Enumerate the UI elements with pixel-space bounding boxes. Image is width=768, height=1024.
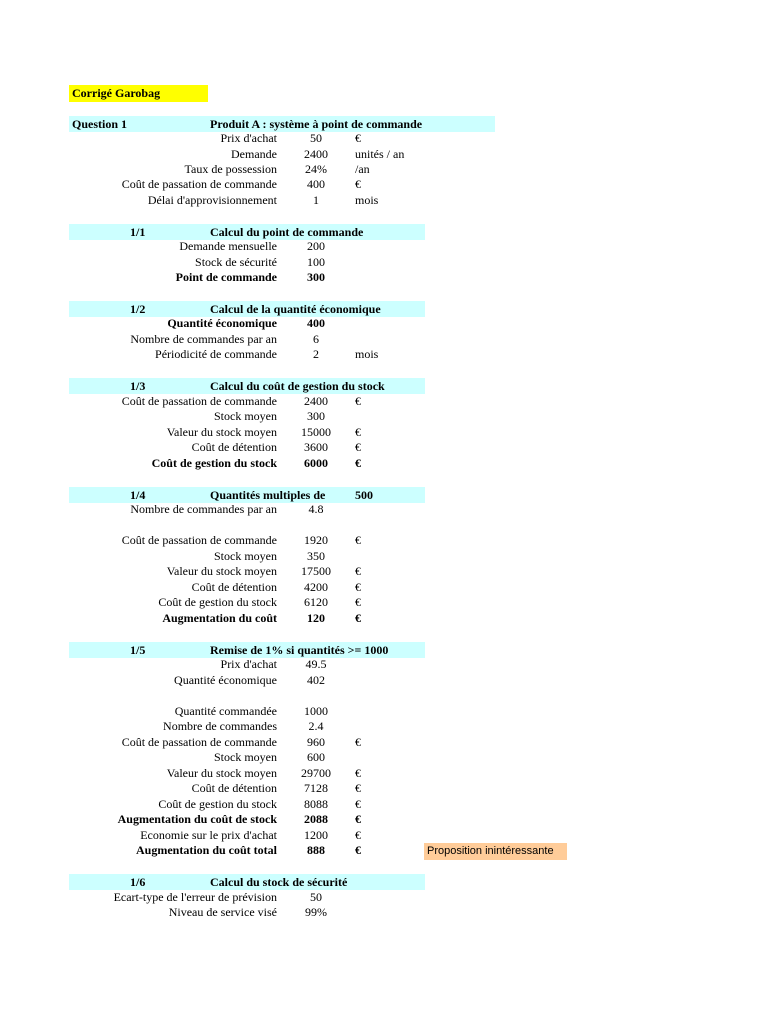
- data-row: [0, 131, 768, 146]
- row-value: 2: [313, 347, 319, 361]
- row-value: 200: [307, 239, 325, 253]
- section-number: 1/2: [130, 302, 146, 316]
- row-value: 24%: [305, 162, 327, 176]
- row-unit: mois: [355, 347, 379, 361]
- question-1-header: [69, 116, 495, 132]
- row-label: Périodicité de commande: [155, 347, 277, 361]
- data-row: [0, 750, 768, 765]
- row-label: Quantité commandée: [174, 704, 277, 718]
- row-label: Demande mensuelle: [179, 239, 277, 253]
- section-title: Calcul de la quantité économique: [210, 302, 381, 316]
- data-row: [0, 549, 768, 564]
- row-label: Valeur du stock moyen: [166, 766, 277, 780]
- data-row: [0, 193, 768, 208]
- section-title: Calcul du coût de gestion du stock: [210, 379, 385, 393]
- data-row: [0, 828, 768, 843]
- row-value: 50: [310, 890, 322, 904]
- row-label: Stock de sécurité: [195, 255, 277, 269]
- row-value: 1000: [304, 704, 328, 718]
- row-label: Ecart-type de l'erreur de prévision: [113, 890, 277, 904]
- result-row: [0, 316, 768, 331]
- question-title: Produit A : système à point de commande: [210, 117, 423, 131]
- row-unit: €: [355, 595, 361, 609]
- document-title: Corrigé Garobag: [69, 85, 208, 102]
- row-value: 600: [307, 750, 325, 764]
- row-label: Nombre de commandes par an: [130, 502, 277, 516]
- row-value: 300: [307, 409, 325, 423]
- row-label: Coût de passation de commande: [121, 177, 277, 191]
- result-row: [0, 843, 768, 858]
- section-1-4-header: [69, 487, 425, 503]
- row-value: 350: [307, 549, 325, 563]
- row-value: 4.8: [308, 502, 324, 516]
- row-label: Délai d'approvisionnement: [147, 193, 277, 207]
- row-value: 6: [313, 332, 319, 346]
- row-label: Nombre de commandes par an: [130, 332, 277, 346]
- data-row: [0, 735, 768, 750]
- section-number: 1/5: [130, 643, 146, 657]
- data-row: [0, 657, 768, 672]
- row-unit: €: [355, 440, 361, 454]
- data-row: [0, 890, 768, 905]
- row-label: Coût de passation de commande: [121, 735, 277, 749]
- row-value: 2400: [304, 147, 328, 161]
- row-value: 29700: [301, 766, 331, 780]
- row-label: Coût de passation de commande: [121, 394, 277, 408]
- row-label: Coût de passation de commande: [121, 533, 277, 547]
- row-label: Niveau de service visé: [168, 905, 277, 919]
- row-label: Stock moyen: [214, 549, 277, 563]
- data-row: [0, 673, 768, 688]
- row-unit: €: [355, 828, 361, 842]
- row-label: Economie sur le prix d'achat: [140, 828, 277, 842]
- result-row: [0, 812, 768, 827]
- data-row: [0, 704, 768, 719]
- section-1-5-header: [69, 642, 425, 658]
- row-value: 6120: [304, 595, 328, 609]
- row-value: 6000: [304, 456, 328, 470]
- row-label: Coût de détention: [191, 580, 277, 594]
- row-value: 2088: [304, 812, 328, 826]
- row-value: 2400: [304, 394, 328, 408]
- data-row: [0, 580, 768, 595]
- row-unit: €: [355, 781, 361, 795]
- row-label: Stock moyen: [214, 750, 277, 764]
- row-label: Valeur du stock moyen: [166, 425, 277, 439]
- row-value: 17500: [301, 564, 331, 578]
- row-value: 15000: [301, 425, 331, 439]
- result-row: [0, 456, 768, 471]
- row-value: 100: [307, 255, 325, 269]
- row-value: 3600: [304, 440, 328, 454]
- data-row: [0, 147, 768, 162]
- row-label: Nombre de commandes: [163, 719, 277, 733]
- row-value: 1: [313, 193, 319, 207]
- row-label: Coût de détention: [191, 781, 277, 795]
- row-value: 7128: [304, 781, 328, 795]
- section-title-value: 500: [355, 488, 373, 502]
- row-unit: €: [355, 580, 361, 594]
- row-unit: €: [355, 394, 361, 408]
- data-row: [0, 797, 768, 812]
- row-value: 400: [307, 316, 325, 330]
- data-row: [0, 162, 768, 177]
- data-row: [0, 332, 768, 347]
- row-unit: €: [355, 843, 361, 857]
- section-1-2-header: [69, 301, 425, 317]
- row-unit: mois: [355, 193, 379, 207]
- data-row: [0, 440, 768, 455]
- row-unit: €: [355, 611, 361, 625]
- row-value: 300: [307, 270, 325, 284]
- question-label: Question 1: [72, 117, 128, 131]
- row-unit: €: [355, 797, 361, 811]
- row-label: Augmentation du coût total: [135, 843, 277, 857]
- row-label: Coût de gestion du stock: [151, 456, 277, 470]
- row-label: Quantité économique: [174, 673, 277, 687]
- row-value: 1200: [304, 828, 328, 842]
- row-value: 49.5: [305, 657, 327, 671]
- section-number: 1/3: [130, 379, 146, 393]
- row-unit: €: [355, 564, 361, 578]
- data-row: [0, 719, 768, 734]
- section-1-3-header: [69, 378, 425, 394]
- row-unit: €: [355, 177, 361, 191]
- data-row: [0, 905, 768, 920]
- row-label: Valeur du stock moyen: [166, 564, 277, 578]
- data-row: [0, 533, 768, 548]
- section-1-6-header: [69, 874, 425, 890]
- data-row: [0, 177, 768, 192]
- row-value: 120: [307, 611, 325, 625]
- row-label: Stock moyen: [214, 409, 277, 423]
- row-label: Prix d'achat: [220, 131, 277, 145]
- section-number: 1/6: [130, 875, 146, 889]
- data-row: [0, 564, 768, 579]
- row-unit: unités / an: [355, 147, 405, 161]
- row-label: Prix d'achat: [220, 657, 277, 671]
- row-label: Coût de gestion du stock: [158, 595, 277, 609]
- section-1-1-header: [69, 224, 425, 240]
- row-label: Demande: [231, 147, 277, 161]
- row-value: 1920: [304, 533, 328, 547]
- row-value: 888: [307, 843, 325, 857]
- conclusion-note: Proposition inintéressante: [424, 843, 567, 860]
- row-unit: €: [355, 533, 361, 547]
- section-title: Quantités multiples de: [210, 488, 326, 502]
- section-title: Calcul du point de commande: [210, 225, 364, 239]
- result-row: [0, 611, 768, 626]
- row-label: Point de commande: [175, 270, 277, 284]
- section-number: 1/1: [130, 225, 146, 239]
- row-unit: €: [355, 131, 361, 145]
- row-label: Coût de détention: [191, 440, 277, 454]
- data-row: [0, 409, 768, 424]
- data-row: [0, 781, 768, 796]
- row-value: 960: [307, 735, 325, 749]
- data-row: [0, 255, 768, 270]
- data-row: [0, 347, 768, 362]
- row-unit: /an: [355, 162, 370, 176]
- data-row: [0, 394, 768, 409]
- section-title: Remise de 1% si quantités >= 1000: [210, 643, 389, 657]
- row-label: Augmentation du coût: [162, 611, 277, 625]
- row-unit: €: [355, 766, 361, 780]
- result-row: [0, 270, 768, 285]
- row-value: 2.4: [308, 719, 324, 733]
- row-value: 4200: [304, 580, 328, 594]
- section-title: Calcul du stock de sécurité: [210, 875, 348, 889]
- row-label: Coût de gestion du stock: [158, 797, 277, 811]
- row-unit: €: [355, 735, 361, 749]
- row-label: Quantité économique: [167, 316, 277, 330]
- row-label: Taux de possession: [184, 162, 277, 176]
- row-unit: €: [355, 456, 361, 470]
- row-unit: €: [355, 812, 361, 826]
- row-value: 400: [307, 177, 325, 191]
- data-row: [0, 766, 768, 781]
- row-value: 99%: [305, 905, 327, 919]
- row-value: 402: [307, 673, 325, 687]
- row-value: 8088: [304, 797, 328, 811]
- section-number: 1/4: [130, 488, 146, 502]
- data-row: [0, 239, 768, 254]
- row-label: Augmentation du coût de stock: [117, 812, 277, 826]
- data-row: [0, 502, 768, 517]
- row-unit: €: [355, 425, 361, 439]
- data-row: [0, 595, 768, 610]
- data-row: [0, 425, 768, 440]
- row-value: 50: [310, 131, 322, 145]
